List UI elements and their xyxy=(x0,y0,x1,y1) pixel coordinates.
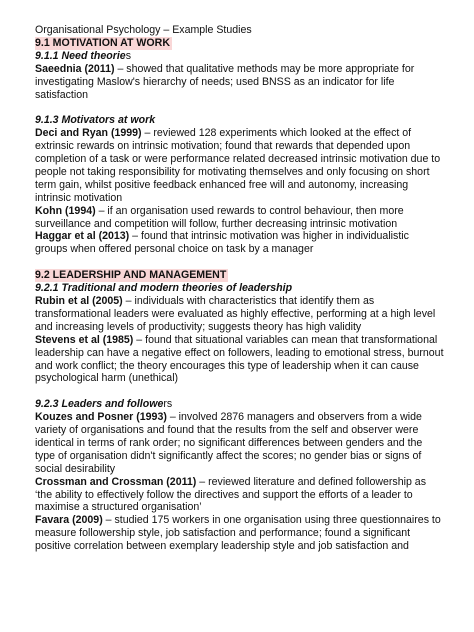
subheading-tail: s xyxy=(125,49,131,62)
study-paragraph xyxy=(35,63,444,102)
subheading-text: 9.1.3 Motivators at work xyxy=(35,114,156,127)
study-paragraph xyxy=(35,295,444,334)
study-text: – studied 175 workers in one organisation using three questionnaires to measure followership style, job satisfaction and performance; found a significant positive correlation between exemplary leadership style and job satisfaction and xyxy=(35,514,441,553)
study-text: – found that situational variables can mean that transformational leadership can have a negative effect on followers, leading to emotional stress, burnout and work conflict; the theory encourages this type of leadership when it can cause psychological harm (unethical) xyxy=(35,333,444,385)
study-text: – if an organisation used rewards to control behaviour, then more surveillance and competition will follow, further decreasing intrinsic motivation xyxy=(35,204,404,230)
subheading-leaders-and-followers xyxy=(35,398,444,411)
study-name: Kohn (1994) xyxy=(35,204,96,217)
study-paragraph xyxy=(35,334,444,386)
study-name: Rubin et al (2005) xyxy=(35,295,123,307)
section-heading-leadership: 9.2 LEADERSHIP AND MANAGEMENT xyxy=(35,269,227,282)
subheading-text: 9.1.1 Need theorie xyxy=(35,49,126,62)
subheading-motivators-at-work xyxy=(35,114,444,127)
study-name: Saeednia (2011) xyxy=(35,62,115,75)
study-text: – individuals with characteristics that identify them as transformational leaders were evaluated as highly effective, performing at a high level and increasing levels of productivity; suggests theory has high validity xyxy=(35,295,436,333)
study-name: Kouzes and Posner (1993) xyxy=(35,411,167,424)
study-paragraph xyxy=(35,476,444,515)
study-text: – involved 2876 managers and observers from a wide variety of organisations and found that the results from the self and observer were identical in terms of rank order; no significant differences between genders and the type of organisation didn't significantly affect the scores; no gender bias or signs of social desirability xyxy=(35,411,423,475)
study-name: Stevens et al (1985) xyxy=(35,333,134,346)
study-paragraph xyxy=(35,127,444,204)
study-text: – found that intrinsic motivation was higher in individualistic groups when offered personal choice on task by a manager xyxy=(35,230,409,256)
study-name: Haggar et al (2013) xyxy=(35,230,130,243)
study-name: Deci and Ryan (1999) xyxy=(35,127,142,140)
section-heading-motivation: 9.1 MOTIVATION AT WORK xyxy=(35,36,170,49)
subheading-text: 9.2.3 Leaders and followe xyxy=(35,398,164,411)
subheading-tail: rs xyxy=(163,398,173,411)
study-name: Favara (2009) xyxy=(35,514,103,527)
subheading-leadership-theories xyxy=(35,282,444,295)
study-paragraph xyxy=(35,230,444,256)
paragraph-spacer xyxy=(35,101,444,114)
study-name: Crossman and Crossman (2011) xyxy=(35,475,197,488)
paragraph-spacer xyxy=(35,385,444,398)
study-paragraph xyxy=(35,205,444,231)
subheading-need-theories xyxy=(35,50,444,63)
study-text: – reviewed 128 experiments which looked at the effect of extrinsic rewards on intrinsic motivation; found that rewards that depended upon completion of a task or were performance related decreased intrinsic motivation due to people not taking responsibility for motivating themselves and only focusing on short term gain, whilst positive feedback enhanced free will and autonomy, increasing intrinsic motivation xyxy=(35,127,441,204)
study-paragraph xyxy=(35,411,444,476)
paragraph-spacer xyxy=(35,256,444,269)
study-paragraph xyxy=(35,514,444,553)
study-text: – reviewed literature and defined followership as ‘the ability to effectively follow the directives and support the efforts of a leader to maximise a structured organisation’ xyxy=(35,475,426,514)
document-title: Organisational Psychology – Example Studies xyxy=(35,24,252,36)
study-text: – showed that qualitative methods may be more appropriate for investigating Maslow's hierarchy of needs; used BNSS as an indicator for life satisfaction xyxy=(35,62,415,101)
subheading-text: 9.2.1 Traditional and modern theories of leadership xyxy=(35,282,293,295)
